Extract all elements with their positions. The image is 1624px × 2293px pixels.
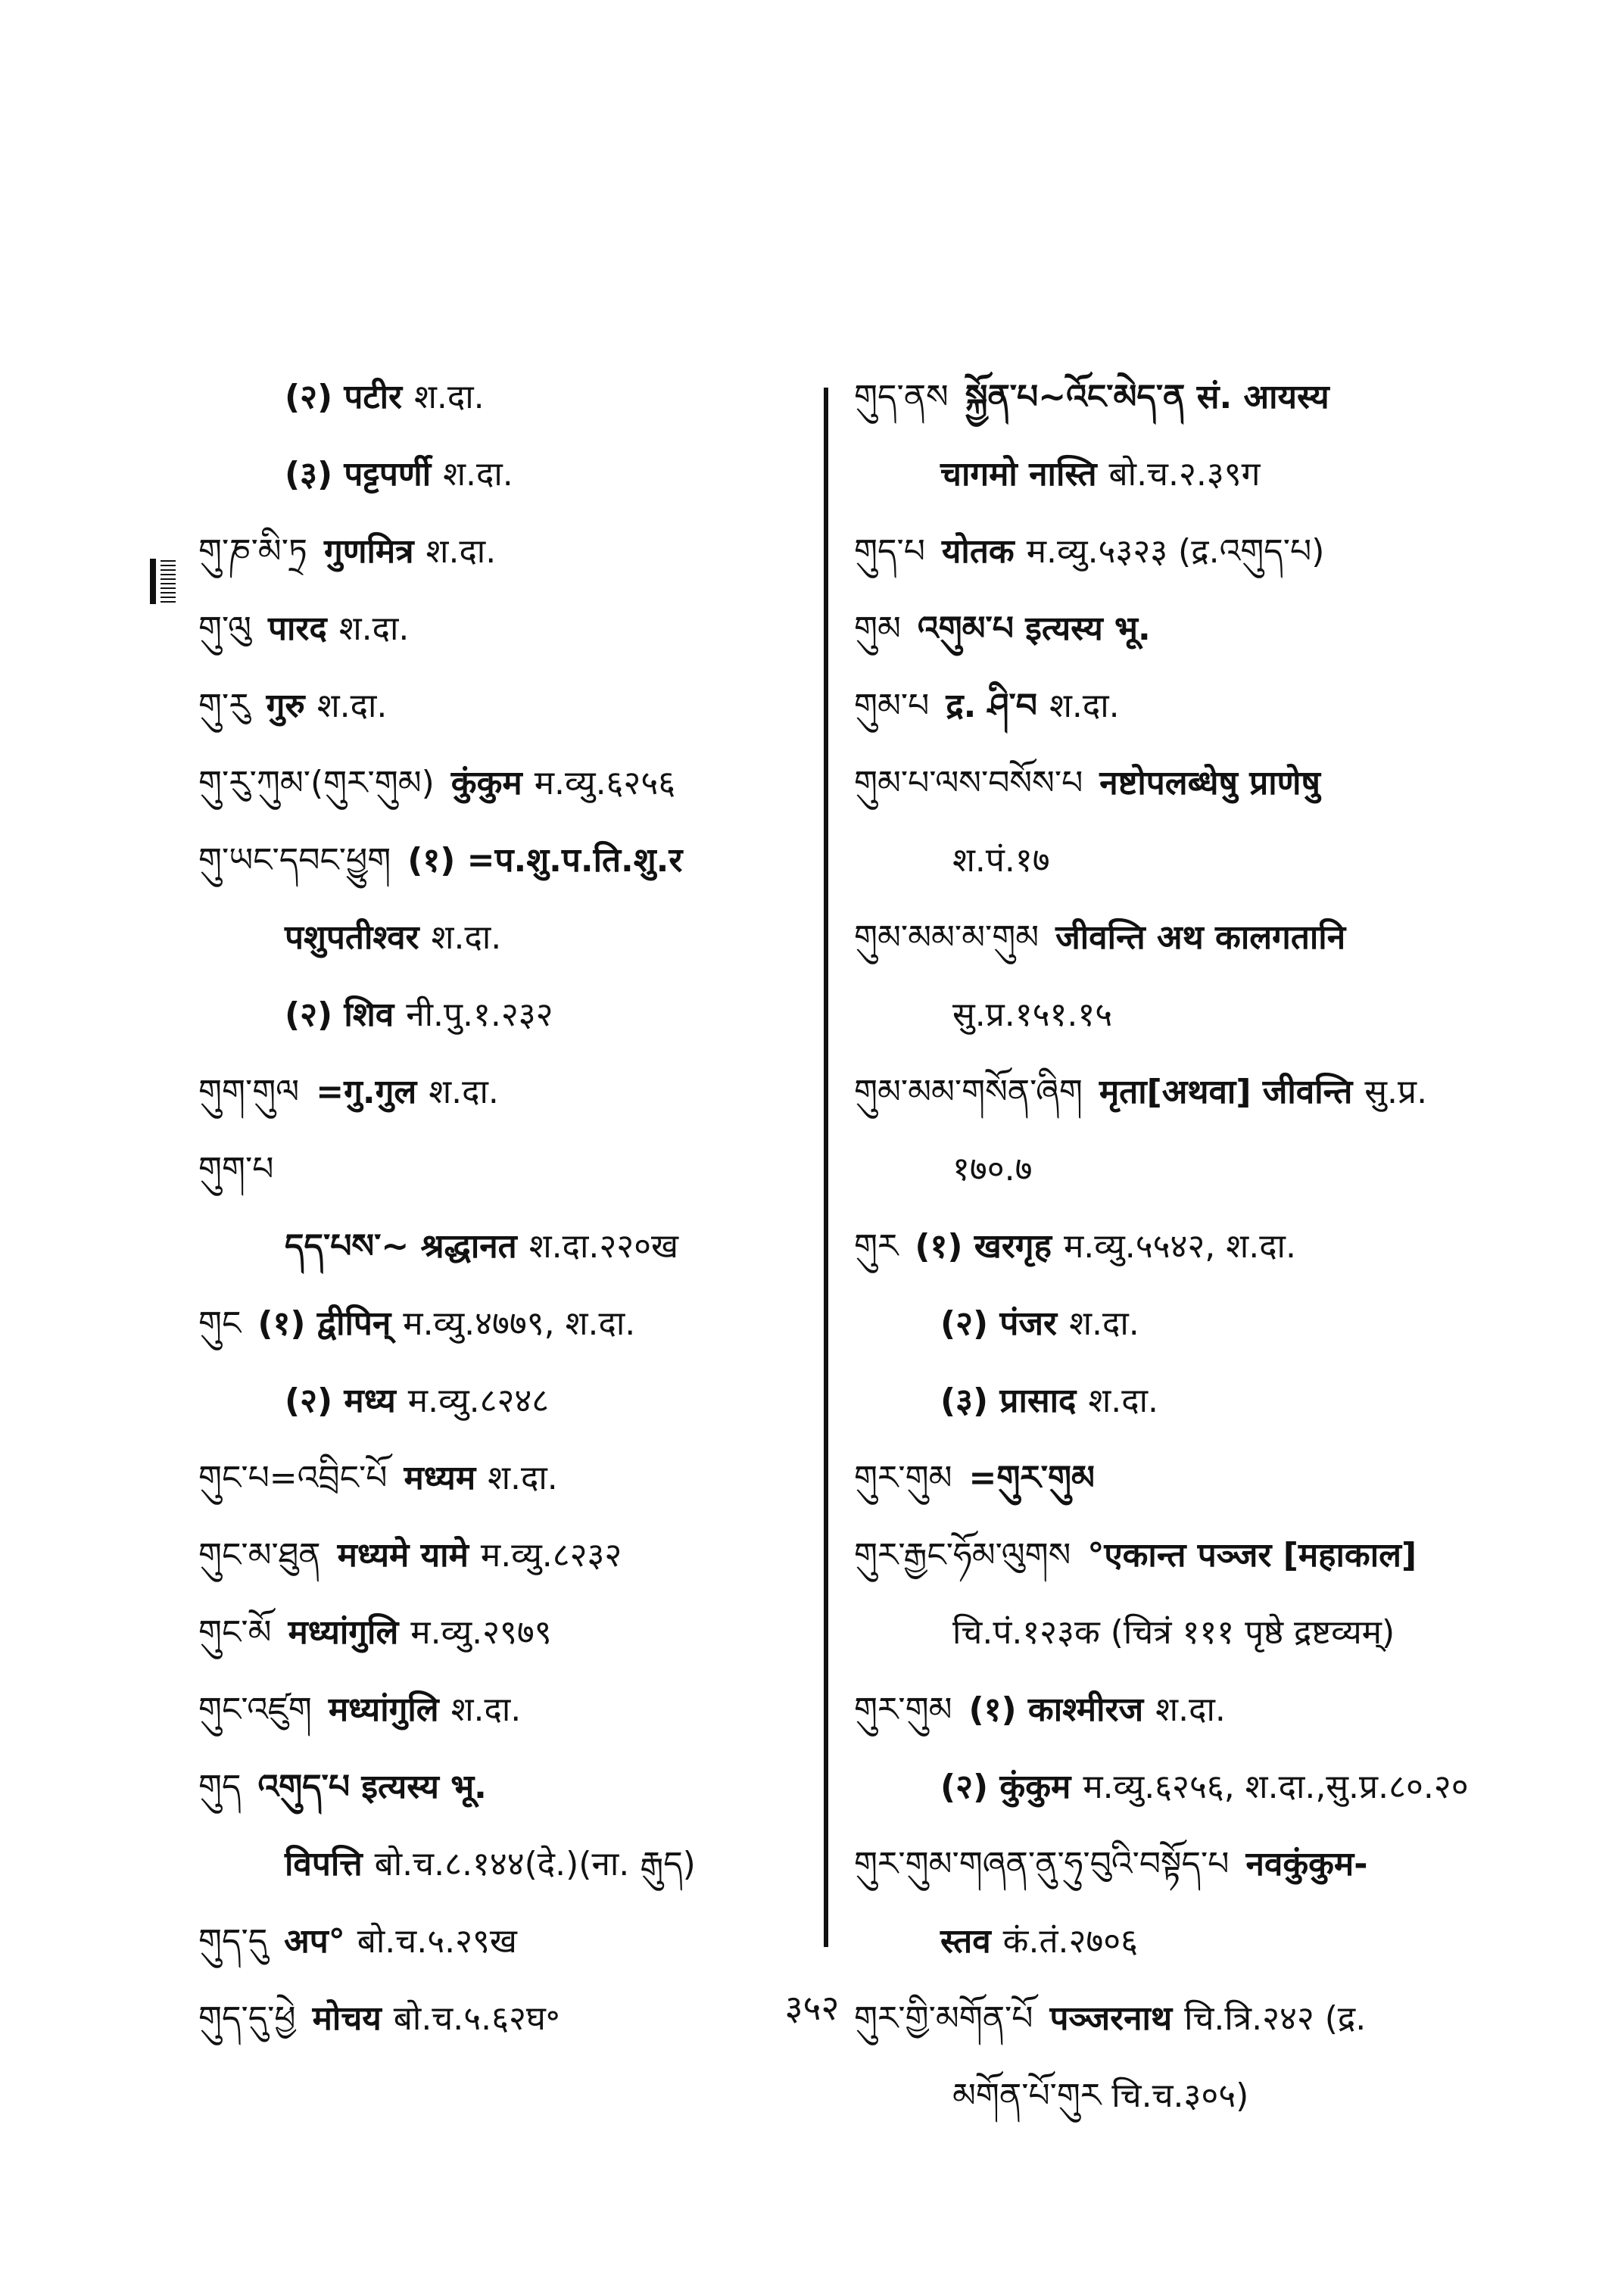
entry-headword: གུང་པ=འབྲིང་པོ [198, 1459, 388, 1497]
entry-reference: श.दा. [488, 1459, 558, 1497]
entry-gloss: (३) प्रासाद [940, 1382, 1077, 1420]
entry-reference: མགོན་པོ་གུར चि.च.३०५) [952, 2076, 1249, 2115]
entry-reference: कं.तं.२७०६ [1002, 1922, 1139, 1961]
dictionary-entry [198, 1838, 880, 1915]
entry-reference: श.दा. [429, 1073, 499, 1111]
entry-headword: གུམ་པ་ལས་བསོས་པ [854, 764, 1083, 802]
entry-reference: श.दा. [450, 1690, 522, 1729]
dictionary-entry [198, 1066, 880, 1143]
entry-headword: གུད་དུ་ཕྱེ [198, 1999, 296, 2038]
dictionary-entry [198, 1298, 880, 1375]
entry-headword: གུག་གུལ [198, 1073, 300, 1111]
dictionary-entry [198, 680, 880, 757]
entry-gloss: (३) पट्टपर्णी [285, 455, 432, 494]
entry-gloss: སྐྱོན་པ~འོང་མེད་ན सं. आयस्य [965, 378, 1329, 416]
entry-gloss: འགུད་པ इत्यस्य भू. [257, 1768, 487, 1806]
entry-gloss: मध्यांगुलि [328, 1690, 439, 1729]
entry-headword: གུར་རྒྱང་ཧོམ་ལུགས [854, 1536, 1071, 1575]
entry-reference: म.व्यु.६२५६ [534, 764, 676, 802]
entry-gloss: योतक [941, 532, 1015, 571]
entry-headword: གུང་མོ [198, 1613, 272, 1652]
dictionary-entry [198, 989, 880, 1066]
dictionary-entry [854, 989, 1535, 1066]
entry-gloss: (२) शिव [285, 995, 394, 1034]
entry-reference: म.व्यु.६२५६, श.दा.,सु.प्र.८०.२० [1083, 1768, 1469, 1806]
entry-gloss: नष्टोपलब्धेषु प्राणेषु [1099, 764, 1320, 802]
entry-gloss: मोचय [312, 1999, 382, 2038]
entry-reference: बो.च.५.६२घ॰ [393, 1999, 560, 2038]
dictionary-entry [198, 1606, 880, 1684]
entry-headword: གུར [854, 1227, 899, 1266]
dictionary-entry [198, 1452, 880, 1529]
entry-gloss: मध्यमे यामे [337, 1536, 469, 1575]
entry-headword: གུད་དུ [198, 1922, 268, 1961]
entry-gloss: འགུམ་པ इत्यस्य भू. [917, 609, 1151, 648]
entry-headword: གུ་རུ [198, 687, 250, 725]
entry-gloss: (१) खरगृह [915, 1227, 1052, 1266]
entry-gloss: (१) काश्मीरज [968, 1690, 1144, 1729]
dictionary-entry [198, 1915, 880, 1992]
right-column [854, 371, 1535, 2147]
entry-headword: གུག་པ [198, 1150, 274, 1189]
entry-reference: श.दा. [1049, 687, 1120, 725]
entry-reference: श.दा. [316, 687, 388, 725]
dictionary-entry [854, 1761, 1535, 1838]
margin-marker [150, 559, 176, 604]
entry-reference: श.दा. [1069, 1304, 1139, 1343]
entry-gloss: विपत्ति [285, 1845, 363, 1883]
entry-gloss: स्तव [940, 1922, 991, 1961]
entry-gloss: (१) द्वीपिन् [257, 1304, 391, 1343]
entry-reference: श.पं.१७ [952, 841, 1050, 880]
entry-headword: གུ་ལུ [198, 609, 251, 648]
dictionary-entry [198, 603, 880, 680]
dictionary-entry [854, 1684, 1535, 1761]
dictionary-entry [198, 448, 880, 525]
entry-reference: श.दा. [431, 918, 502, 957]
entry-headword: གུར་གུམ [854, 1459, 952, 1497]
entry-headword: གུར་གུམ་གཞན་ནུ་ཧུ་བུའི་བསྟོད་པ [854, 1845, 1230, 1883]
dictionary-entry [854, 834, 1535, 911]
entry-reference: बो.च.८.१४४(दे.)(ना. རྒུད) [374, 1845, 696, 1883]
dictionary-entry [198, 371, 880, 448]
dictionary-entry [198, 1761, 880, 1838]
dictionary-entry [854, 525, 1535, 603]
entry-reference: म.व्यु.८२३२ [480, 1536, 622, 1575]
dictionary-entry [198, 911, 880, 989]
dictionary-entry [198, 525, 880, 603]
entry-headword: གུད [198, 1768, 242, 1806]
entry-reference: श.दा. [338, 609, 410, 648]
dictionary-entry [854, 1915, 1535, 1992]
dictionary-entry [198, 834, 880, 911]
entry-gloss: गुरु [266, 687, 305, 725]
entry-headword: གུ་རུ་ཀུམ་(གུར་གུམ) [198, 764, 435, 802]
entry-headword: གུང་མ་ཐུན [198, 1536, 321, 1575]
entry-gloss: (२) कुंकुम [940, 1768, 1071, 1806]
entry-gloss: गुणमित्र [323, 532, 414, 571]
entry-headword: གུམ་པ [854, 687, 930, 725]
dictionary-entry [854, 1452, 1535, 1529]
dictionary-entry [854, 448, 1535, 525]
margin-marker-ticks [161, 560, 176, 603]
dictionary-entry [198, 1143, 880, 1220]
entry-reference: श.दा. [1088, 1382, 1159, 1420]
dictionary-entry [854, 757, 1535, 834]
entry-reference: १७०.७ [952, 1150, 1033, 1189]
entry-reference: म.व्यु.५५४२, श.दा. [1063, 1227, 1296, 1266]
dictionary-entry [854, 2070, 1535, 2147]
entry-reference: बो.च.५.२९ख [357, 1922, 517, 1961]
dictionary-entry [854, 1375, 1535, 1452]
dictionary-entry [854, 680, 1535, 757]
entry-gloss: मृता[अथवा] जीवन्ति [1099, 1073, 1353, 1111]
entry-reference: म.व्यु.८२४८ [407, 1382, 550, 1420]
entry-reference: चि.त्रि.२४२ (द्र. [1184, 1999, 1367, 2038]
entry-headword: གུད་པ [854, 532, 925, 571]
entry-headword: གུམ་མམ་མ་གུམ [854, 918, 1040, 957]
entry-gloss: =གུར་གུམ [968, 1459, 1095, 1497]
entry-reference: म.व्यु.२९७९ [410, 1613, 552, 1652]
entry-reference: म.व्यु.४७७९, श.दा. [403, 1304, 636, 1343]
dictionary-entry [198, 1529, 880, 1606]
dictionary-entry [854, 1220, 1535, 1298]
dictionary-entry [854, 911, 1535, 989]
entry-reference: नी.पु.१.२३२ [406, 995, 553, 1034]
entry-gloss: मध्यम [404, 1459, 476, 1497]
entry-gloss: पशुपतीश्वर [285, 918, 419, 957]
dictionary-entry [854, 1529, 1535, 1606]
entry-gloss: कुंकुम [450, 764, 522, 802]
margin-marker-bar [150, 559, 156, 604]
entry-reference: श.दा.२२०ख [528, 1227, 679, 1266]
entry-headword: གུད་ནས [854, 378, 949, 416]
entry-gloss: नवकुंकुम- [1245, 1845, 1368, 1883]
entry-reference: सु.प्र.१५१.१५ [952, 995, 1113, 1034]
dictionary-entry [854, 1606, 1535, 1684]
dictionary-entry [854, 371, 1535, 448]
entry-gloss: (१) =प.शु.प.ति.शु.र [407, 841, 683, 880]
entry-gloss: पञ्जरनाथ [1049, 1999, 1173, 2038]
entry-headword: གུང་འཛུག [198, 1690, 312, 1729]
entry-gloss: °एकान्त पञ्जर [महाकाल] [1087, 1536, 1417, 1575]
dictionary-entry [854, 603, 1535, 680]
entry-reference: श.दा. [425, 532, 497, 571]
entry-reference: सु.प्र. [1364, 1073, 1428, 1111]
dictionary-entry [198, 1684, 880, 1761]
dictionary-entry [854, 1838, 1535, 1915]
dictionary-entry [854, 1143, 1535, 1220]
entry-headword: གུམ་མམ་གསོན་ཞིག [854, 1073, 1083, 1111]
entry-headword: གུ་ཡང་དབང་ཕྱུག [198, 841, 391, 880]
entry-gloss: मध्यांगुलि [288, 1613, 399, 1652]
entry-reference: श.दा. [443, 455, 513, 494]
entry-reference: श.दा. [413, 378, 485, 416]
entry-reference: म.व्यु.५३२३ (द्र.འགུད་པ) [1026, 532, 1325, 571]
entry-gloss: (२) पटीर [285, 378, 402, 416]
left-column [198, 371, 880, 2070]
entry-gloss: =गु.गुल [316, 1073, 417, 1111]
dictionary-entry [198, 1375, 880, 1452]
entry-gloss: अप° [284, 1922, 345, 1961]
dictionary-entry [854, 1066, 1535, 1143]
column-divider [824, 388, 828, 1947]
entry-reference: बो.च.२.३९ग [1108, 455, 1261, 494]
entry-gloss: དད་པས་~ श्रद्धानत [285, 1227, 517, 1266]
entry-reference: श.दा. [1155, 1690, 1226, 1729]
entry-headword: གུ་ཎ་མི་ཏྲ [198, 532, 307, 571]
entry-gloss: पारद [267, 609, 327, 648]
dictionary-entry [198, 757, 880, 834]
entry-gloss: (२) मध्य [285, 1382, 396, 1420]
entry-gloss: चागमो नास्ति [940, 455, 1097, 494]
entry-reference: चि.पं.१२३क (चित्रं १११ पृष्ठे द्रष्टव्यम्) [952, 1613, 1395, 1652]
dictionary-entry [854, 1298, 1535, 1375]
entry-headword: གུར་གྱི་མགོན་པོ [854, 1999, 1033, 2038]
entry-headword: གུར་གུམ [854, 1690, 952, 1729]
entry-gloss: (२) पंजर [940, 1304, 1058, 1343]
page-number: ३५२ [784, 1987, 840, 2028]
entry-headword: གུང [198, 1304, 242, 1343]
entry-gloss: द्र. ཤི་བ [946, 687, 1037, 725]
entry-gloss: जीवन्ति अथ कालगतानि [1055, 918, 1346, 957]
dictionary-entry [198, 1220, 880, 1298]
entry-headword: གུམ [854, 609, 901, 648]
